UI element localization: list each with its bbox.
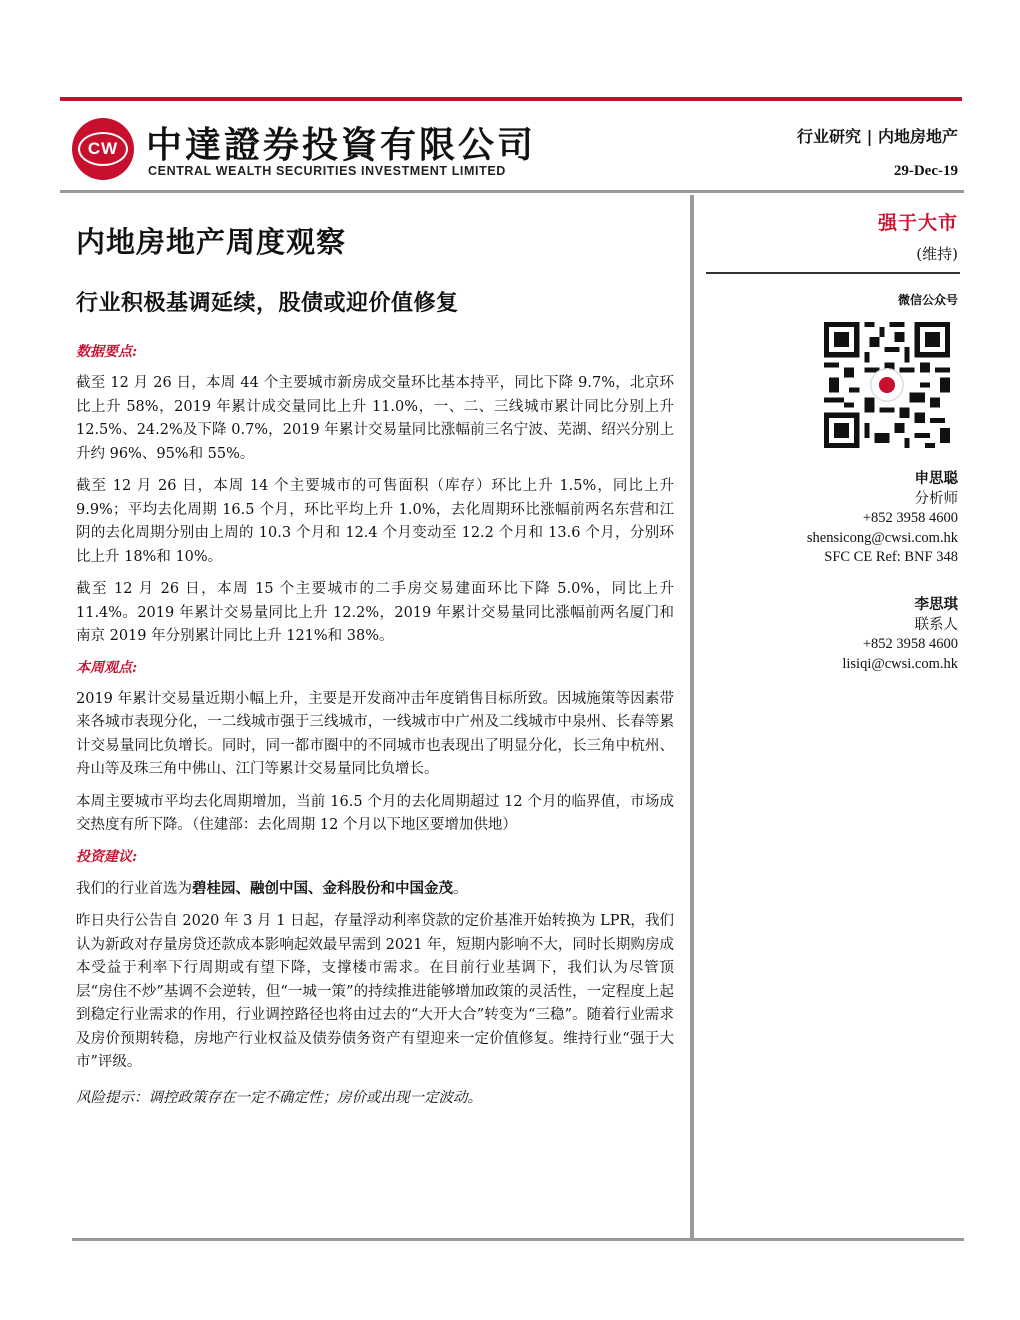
contact-email[interactable]: lisiqi@cwsi.com.hk [842,655,958,672]
paragraph: 截至 12 月 26 日，本周 44 个主要城市新房成交量环比基本持平，同比下降 9.7%，北京环比上升 58%，2019 年累计成交量同比上升 11.0%，一、二、三线城市累计同比分别上升 12.5%、24.2%及下降 0.7%，2019 年累计交易量同比涨幅前三名宁波、芜湖、绍兴分别上升约 96%、95%和 55%。 [76,375,674,462]
analyst-ref: SFC CE Ref: BNF 348 [824,549,958,565]
report-category: 行业研究 | 内地房地产 [797,127,958,146]
report-title: 内地房地产周度观察 [76,225,347,259]
section-heading-views: 本周观点: [76,659,138,676]
company-name-cn: 中達證券投資有限公司 [146,125,537,166]
logo-mark: CW [78,132,128,166]
analyst-role: 分析师 [914,490,958,507]
top-picks-names: 碧桂园、融创中国、金科股份和中国金茂 [192,879,453,897]
column-divider [690,195,694,1240]
risk-warning: 风险提示：调控政策存在一定不确定性；房价或出现一定波动。 [76,1089,482,1106]
top-picks-suffix: 。 [453,880,468,897]
company-name-en: CENTRAL WEALTH SECURITIES INVESTMENT LIMITED [148,164,506,178]
top-picks [76,877,674,902]
contact-phone: +852 3958 4600 [862,636,958,652]
analyst-name: 申思聪 [914,471,958,487]
main-content [76,342,674,1109]
section-heading-advice: 投资建议: [76,848,138,865]
qr-code-icon [824,322,950,448]
report-subtitle: 行业积极基调延续，股债或迎价值修复 [76,290,459,316]
rating: 强于大市 [877,212,958,234]
analyst-phone: +852 3958 4600 [862,510,958,526]
paragraph: 昨日央行公告自 2020 年 3 月 1 日起，存量浮动利率贷款的定价基准开始转换为 LPR，我们认为新政对存量房贷还款成本影响起效最早需到 2021 年，短期内影响不大，同时长期购房成本受益于利率下行周期或有望下降，支撑楼市需求。在目前行业基调下，我们认为尽管顶层“房住不炒”基调不会逆转，但“一城一策”的持续推进能够增加政策的灵活性，一定程度上起到稳定行业需求的作用，行业调控路径也将由过去的“大开大合”转变为“三稳”。随着行业需求及房价预期转稳，房地产行业权益及债券债务资产有望迎来一定价值修复。维持行业“强于大市”评级。 [76,913,674,1070]
contact-name: 李思琪 [914,597,958,613]
rating-note: (维持) [916,245,958,263]
analyst-email[interactable]: shensicong@cwsi.com.hk [806,529,958,546]
wechat-label: 微信公众号 [897,293,958,307]
contact-card [706,596,958,674]
section-heading-data-points: 数据要点: [76,344,138,360]
paragraph: 截至 12 月 26 日，本周 15 个主要城市的二手房交易建面环比下降 5.0%，同比上升 11.4%。2019 年累计交易量同比上升 12.2%，2019 年累计交易量同比涨幅前两名厦门和南京 2019 年分别累计同比上升 121%和 38%。 [76,581,674,644]
header-divider [60,190,964,193]
analyst-card [706,470,958,568]
top-picks-prefix: 我们的行业首选为 [76,880,192,897]
report-date: 29-Dec-19 [893,163,958,179]
sidebar-rule [706,272,960,274]
company-logo [72,118,134,180]
paragraph: 2019 年累计交易量近期小幅上升，主要是开发商冲击年度销售目标所致。因城施策等因素带来各城市表现分化，一二线城市强于三线城市，一线城市中广州及二线城市中泉州、长春等累计交易量同比负增长。同时，同一都市圈中的不同城市也表现出了明显分化，长三角中杭州、舟山等及珠三角中佛山、江门等累计交易量同比负增长。 [76,690,674,777]
contact-role: 联系人 [914,616,958,633]
paragraph: 本周主要城市平均去化周期增加，当前 16.5 个月的去化周期超过 12 个月的临界值，市场成交热度有所下降。（住建部：去化周期 12 个月以下地区要增加供地） [76,793,674,833]
header-red-rule [60,97,962,101]
paragraph: 截至 12 月 26 日，本周 14 个主要城市的可售面积（库存）环比上升 1.5%，同比上升 9.9%；平均去化周期 16.5 个月，环比平均上升 1.0%，去化周期环比涨幅前两名东营和江阴的去化周期分别由上周的 10.3 个月和 12.4 个月变动至 12.2 个月和 13.6 个月，分别环比上升 18%和 10%。 [76,478,674,565]
footer-divider [72,1238,964,1241]
